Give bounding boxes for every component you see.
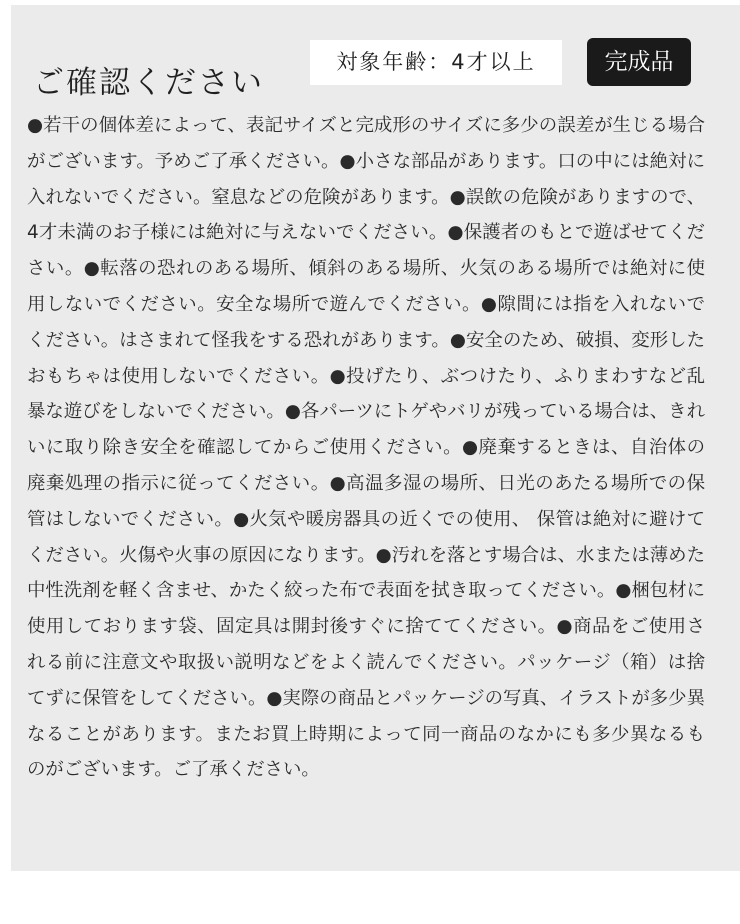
page-title: ご確認ください bbox=[33, 64, 264, 101]
notice-panel bbox=[11, 5, 740, 871]
product-type-badge: 完成品 bbox=[587, 38, 691, 86]
caution-notes: ●若干の個体差によって、表記サイズと完成形のサイズに多少の誤差が生じる場合がございます。予めご了承ください。●小さな部品があります。口の中には絶対に入れないでください。窒息などの危険があります。●誤飲の危険がありますので、4才未満のお子様には絶対に与えないでください。●保護者のもとで遊ばせてください。●転落の恐れのある場所、傾斜のある場所、火気のある場所では絶対に使用しないでください。安全な場所で遊んでください。●隙間には指を入れないでください。はさまれて怪我をする恐れがあります。●安全のため、破損、変形したおもちゃは使用しないでください。●投げたり、ぶつけたり、ふりまわすなど乱暴な遊びをしないでください。●各パーツにトゲやバリが残っている場合は、きれいに取り除き安全を確認してからご使用ください。●廃棄するときは、自治体の廃棄処理の指示に従ってください。●高温多湿の場所、日光のあたる場所での保管はしないでください。●火気や暖房器具の近くでの使用、 保管は絶対に避けてください。火傷や火事の原因になります。●汚れを落とす場合は、水または薄めた中性洗剤を軽く含ませ、かたく絞った布で表面を拭き取ってください。●梱包材に使用しております袋、固定具は開封後すぐに捨ててください。●商品をご使用される前に注意文や取扱い説明などをよく読んでください。パッケージ（箱）は捨てずに保管をしてください。●実際の商品とパッケージの写真、イラストが多少異なることがあります。またお買上時期によって同一商品のなかにも多少異なるものがございます。ご了承ください。 bbox=[27, 115, 705, 781]
age-badge: 対象年齢：4才以上 bbox=[310, 40, 562, 85]
